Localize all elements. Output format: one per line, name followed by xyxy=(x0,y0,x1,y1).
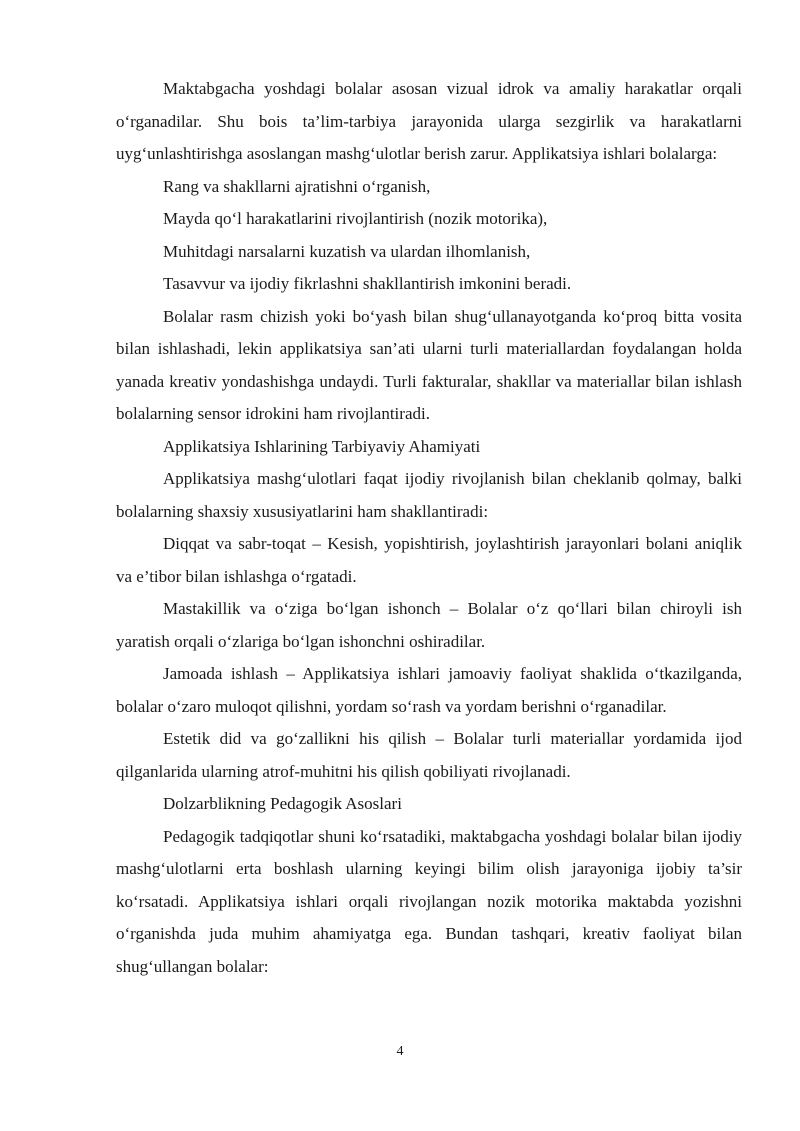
section-heading: Applikatsiya Ishlarining Tarbiyaviy Ahamiyati xyxy=(163,436,481,456)
list-item: Estetik did va go‘zallikni his qilish – Bolalar turli materiallar yordamida ijod qilganlarida ularning atrof-muhitni his qilish qobiliyati rivojlanadi. xyxy=(116,729,742,781)
list-item: Diqqat va sabr-toqat – Kesish, yopishtirish, joylashtirish jarayonlari bolani aniqlik va e’tibor bilan ishlashga o‘rgatadi. xyxy=(116,534,742,586)
list-item: Muhitdagi narsalarni kuzatish va ulardan ilhomlanish, xyxy=(163,241,531,261)
list-item: Mastakillik va o‘ziga bo‘lgan ishonch – Bolalar o‘z qo‘llari bilan chiroyli ish yaratish orqali o‘zlariga bo‘lgan ishonchni oshiradilar. xyxy=(116,599,742,651)
paragraph: Bolalar rasm chizish yoki bo‘yash bilan shug‘ullanayotganda ko‘proq bitta vosita bilan ishlashadi, lekin applikatsiya san’ati ularni turli materiallardan foydalangan holda yanada kreativ yondashishga undaydi. Turli fakturalar, shakllar va materiallar bilan ishlash bolalarning sensor idrokini ham rivojlantiradi. xyxy=(116,306,742,423)
paragraph: Applikatsiya mashg‘ulotlari faqat ijodiy rivojlanish bilan cheklanib qolmay, balki bolalarning shaxsiy xususiyatlarini ham shakllantiradi: xyxy=(116,469,742,521)
paragraph: Pedagogik tadqiqotlar shuni ko‘rsatadiki, maktabgacha yoshdagi bolalar bilan ijodiy mashg‘ulotlarni erta boshlash ularning keyingi bilim olish jarayoniga ijobiy ta’sir ko‘rsatadi. Applikatsiya ishlari orqali rivojlangan nozik motorika maktabda yozishni o‘rganishda juda muhim ahamiyatga ega. Bundan tashqari, kreativ faoliyat bilan shug‘ullangan bolalar: xyxy=(116,826,742,976)
list-item: Rang va shakllarni ajratishni o‘rganish, xyxy=(163,176,431,196)
list-item: Jamoada ishlash – Applikatsiya ishlari jamoaviy faoliyat shaklida o‘tkazilganda, bolalar o‘zaro muloqot qilishni, yordam so‘rash va yordam berishni o‘rganadilar. xyxy=(116,664,742,716)
section-heading: Dolzarblikning Pedagogik Asoslari xyxy=(163,794,402,813)
page-number: 4 xyxy=(396,1044,404,1059)
body-text xyxy=(116,73,742,983)
list-item: Tasavvur va ijodiy fikrlashni shakllantirish imkonini beradi. xyxy=(163,274,572,293)
list-item: Mayda qo‘l harakatlarini rivojlantirish (nozik motorika), xyxy=(163,209,548,228)
paragraph: Maktabgacha yoshdagi bolalar asosan vizual idrok va amaliy harakatlar orqali o‘rganadilar. Shu bois ta’lim-tarbiya jarayonida ularga sezgirlik va harakatlarni uyg‘unlashtirishga asoslangan mashg‘ulotlar berish zarur. Applikatsiya ishlari bolalarga: xyxy=(116,79,742,163)
